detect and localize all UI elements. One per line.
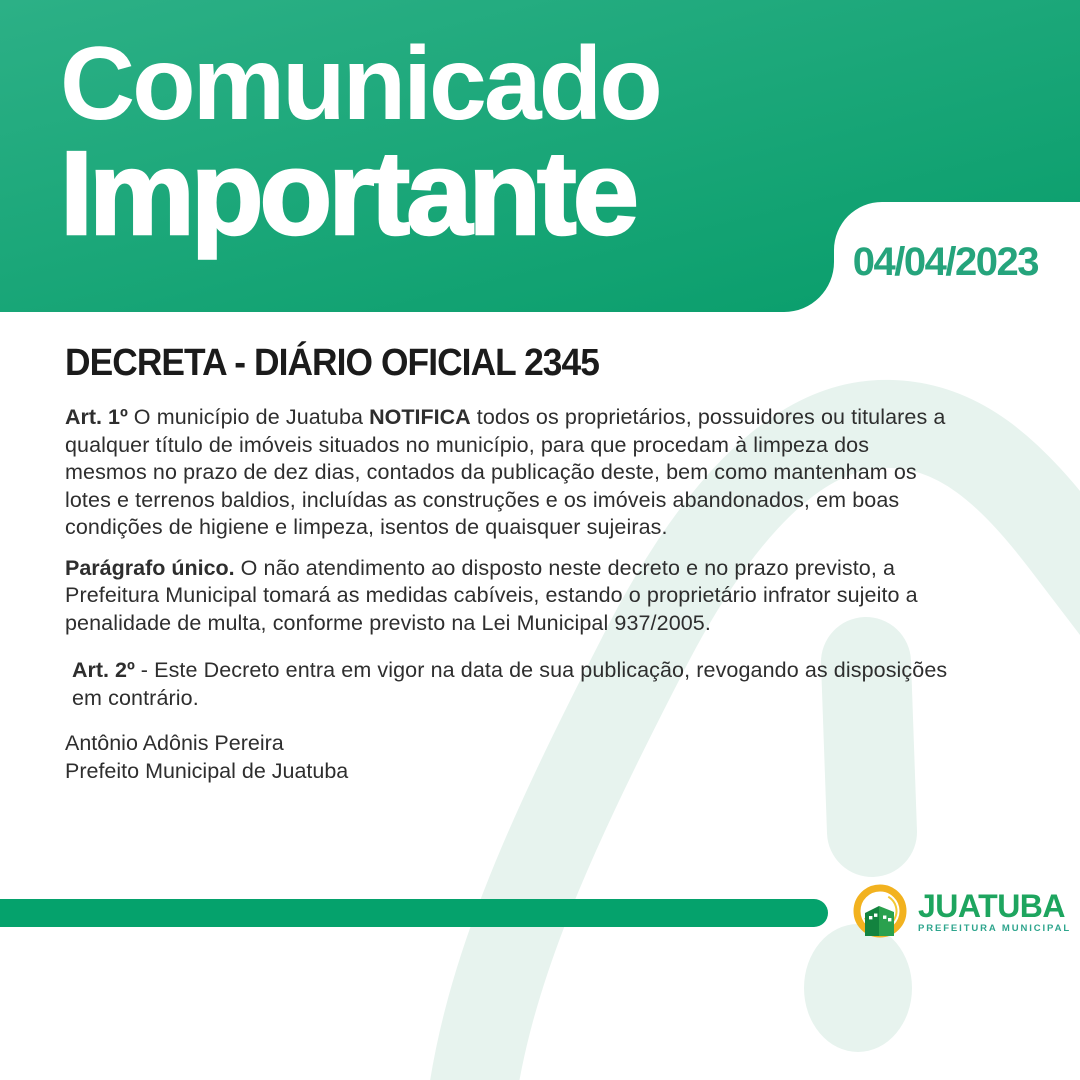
footer-divider-bar bbox=[0, 899, 828, 927]
signature-title: Prefeito Municipal de Juatuba bbox=[65, 758, 349, 783]
signature-name: Antônio Adônis Pereira bbox=[65, 731, 284, 755]
juatuba-logo-text bbox=[918, 888, 1072, 934]
document-paragraph bbox=[65, 657, 949, 712]
logo-wordmark: JUATUBA bbox=[918, 888, 1066, 924]
document-paragraph bbox=[65, 404, 949, 542]
juatuba-logo-emblem-icon bbox=[849, 882, 911, 946]
document-body bbox=[65, 404, 949, 712]
juatuba-logo bbox=[849, 882, 1071, 946]
body-text: todos os proprietários, possuidores ou titulares a qualquer título de imóveis situados no município, para que procedam à limpeza dos mesmos no prazo de dez dias, contados da publicação deste, bem como mantenham os lotes e terrenos baldios, incluídas as construções e os imóveis abandonados, em boas condições de higiene e limpeza, isentos de quaisquer sujeiras. bbox=[65, 405, 946, 539]
bold-text: Art. 1º bbox=[65, 405, 134, 429]
decree-document bbox=[65, 341, 949, 785]
signature-block bbox=[65, 730, 949, 785]
banner-date: 04/04/2023 bbox=[852, 240, 1038, 284]
banner-title bbox=[60, 26, 660, 260]
bold-text: NOTIFICA bbox=[369, 405, 471, 429]
banner-title-line1: Comunicado bbox=[60, 26, 660, 142]
body-text: O município de Juatuba bbox=[133, 405, 370, 429]
document-heading: DECRETA - DIÁRIO OFICIAL 2345 bbox=[65, 342, 599, 384]
bold-text: Parágrafo único. bbox=[65, 555, 241, 580]
body-text: - Este Decreto entra em vigor na data de sua publicação, revogando as disposições em contrário. bbox=[72, 658, 948, 710]
document-paragraph bbox=[65, 555, 949, 638]
banner-title-line2: Importante bbox=[60, 127, 635, 260]
body-text: O não atendimento ao disposto neste decreto e no prazo previsto, a Prefeitura Municipal tomará as medidas cabíveis, estando o proprietário infrator sujeito a penalidade de multa, conforme previsto na Lei Municipal 937/2005. bbox=[65, 555, 918, 635]
logo-subtitle: PREFEITURA MUNICIPAL bbox=[918, 923, 1072, 934]
bold-text: Art. 2º bbox=[72, 658, 141, 682]
